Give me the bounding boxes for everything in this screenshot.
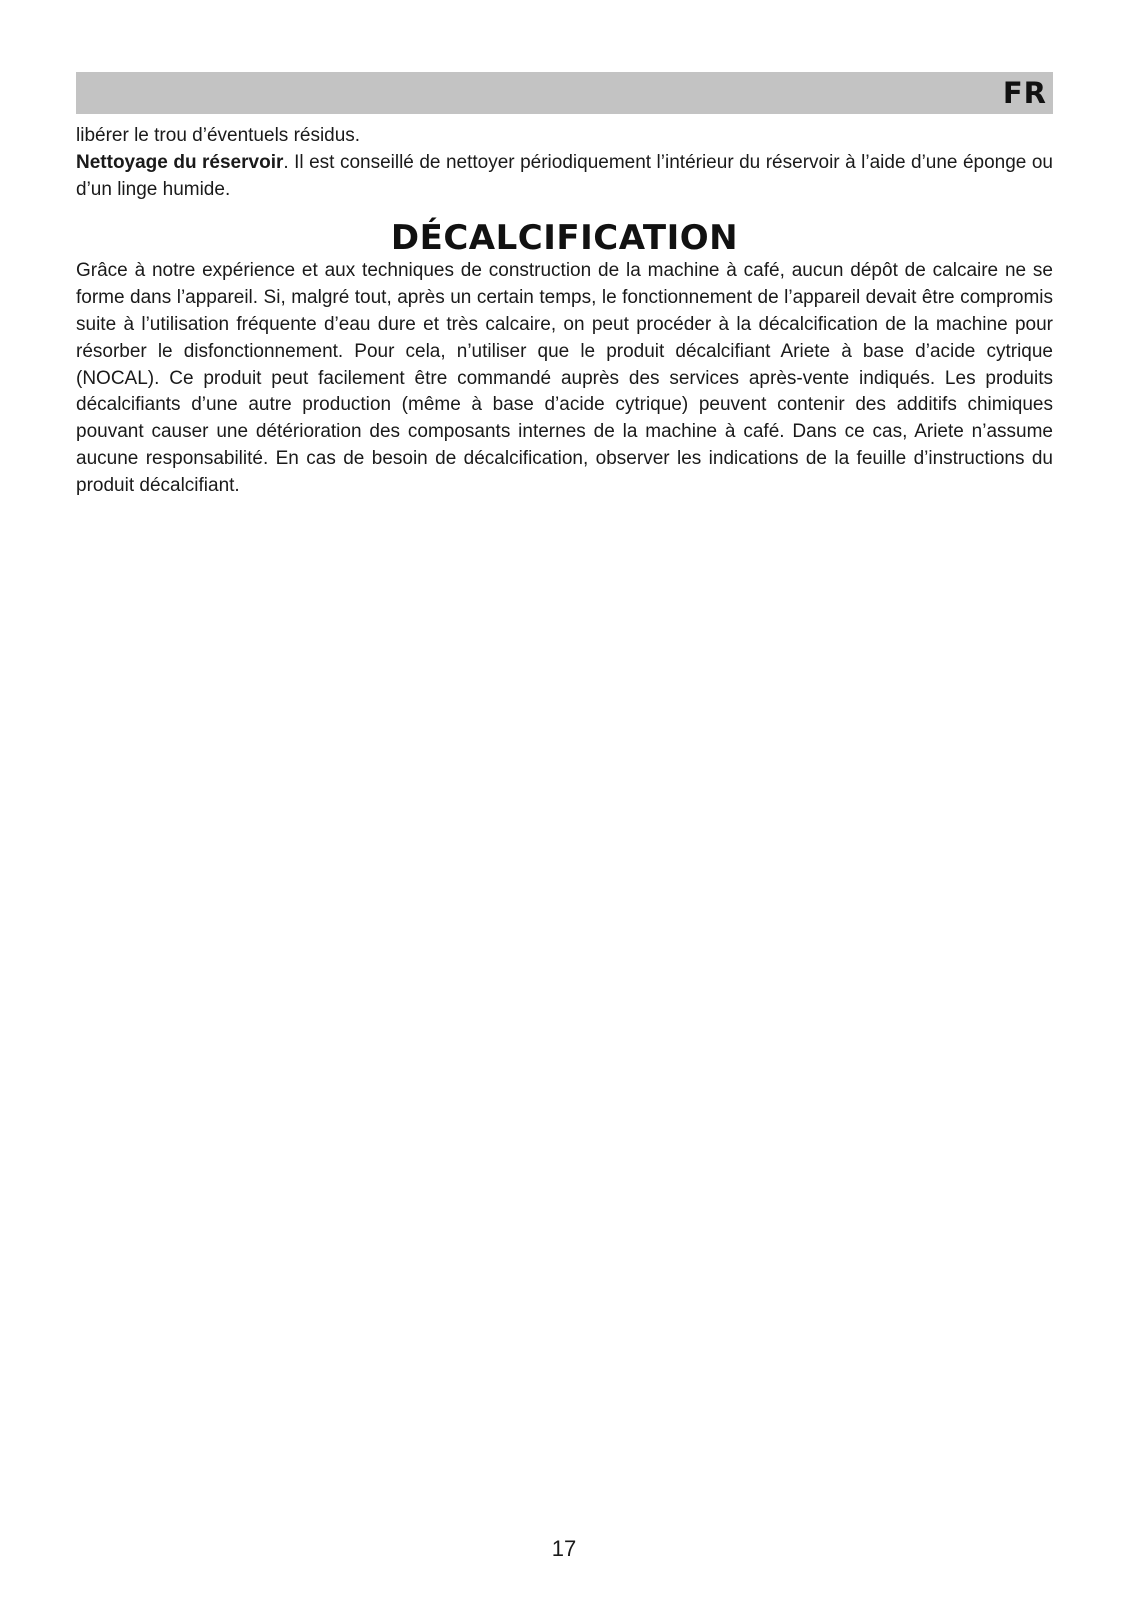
continuation-paragraph: libérer le trou d’éventuels résidus.: [76, 125, 361, 146]
page-number: 17: [551, 1536, 577, 1561]
tank-cleaning-heading: Nettoyage du réservoir: [76, 151, 284, 173]
descaling-paragraph: Grâce à notre expérience et aux techniques de construction de la machine à café, aucun dépôt de calcaire ne se forme dans l’appareil. Si, malgré tout, après un certain temps, le fonctionnement de l’appareil devait être compromis suite à l’utilisation fréquente d’eau dure et très calcaire, on peut procéder à la décalcification de la machine pour résorber le disfonctionnement. Pour cela, n’utiliser que le produit décalcifiant Ariete à base d’acide cytrique (NOCAL). Ce produit peut facilement être commandé auprès des services après-vente indiqués. Les produits décalcifiants d’une autre production (même à base d’acide cytrique) peuvent contenir des additifs chimiques pouvant causer une détérioration des composants internes de la machine à café. Dans ce cas, Ariete n’assume aucune responsabilité. En cas de besoin de décalcification, observer les indications de la feuille d’instructions du produit décalcifiant.: [76, 260, 1053, 496]
language-header-bar: [76, 72, 1053, 114]
tank-cleaning-text: . Il est conseillé de nettoyer périodiquement l’intérieur du réservoir à l’aide d’une éponge ou d’un linge humide.: [76, 151, 1053, 200]
section-title: DÉCALCIFICATION: [390, 218, 739, 259]
language-tag: FR: [1002, 76, 1047, 110]
page-content: [76, 123, 1053, 500]
tank-cleaning-paragraph: [76, 150, 1053, 204]
